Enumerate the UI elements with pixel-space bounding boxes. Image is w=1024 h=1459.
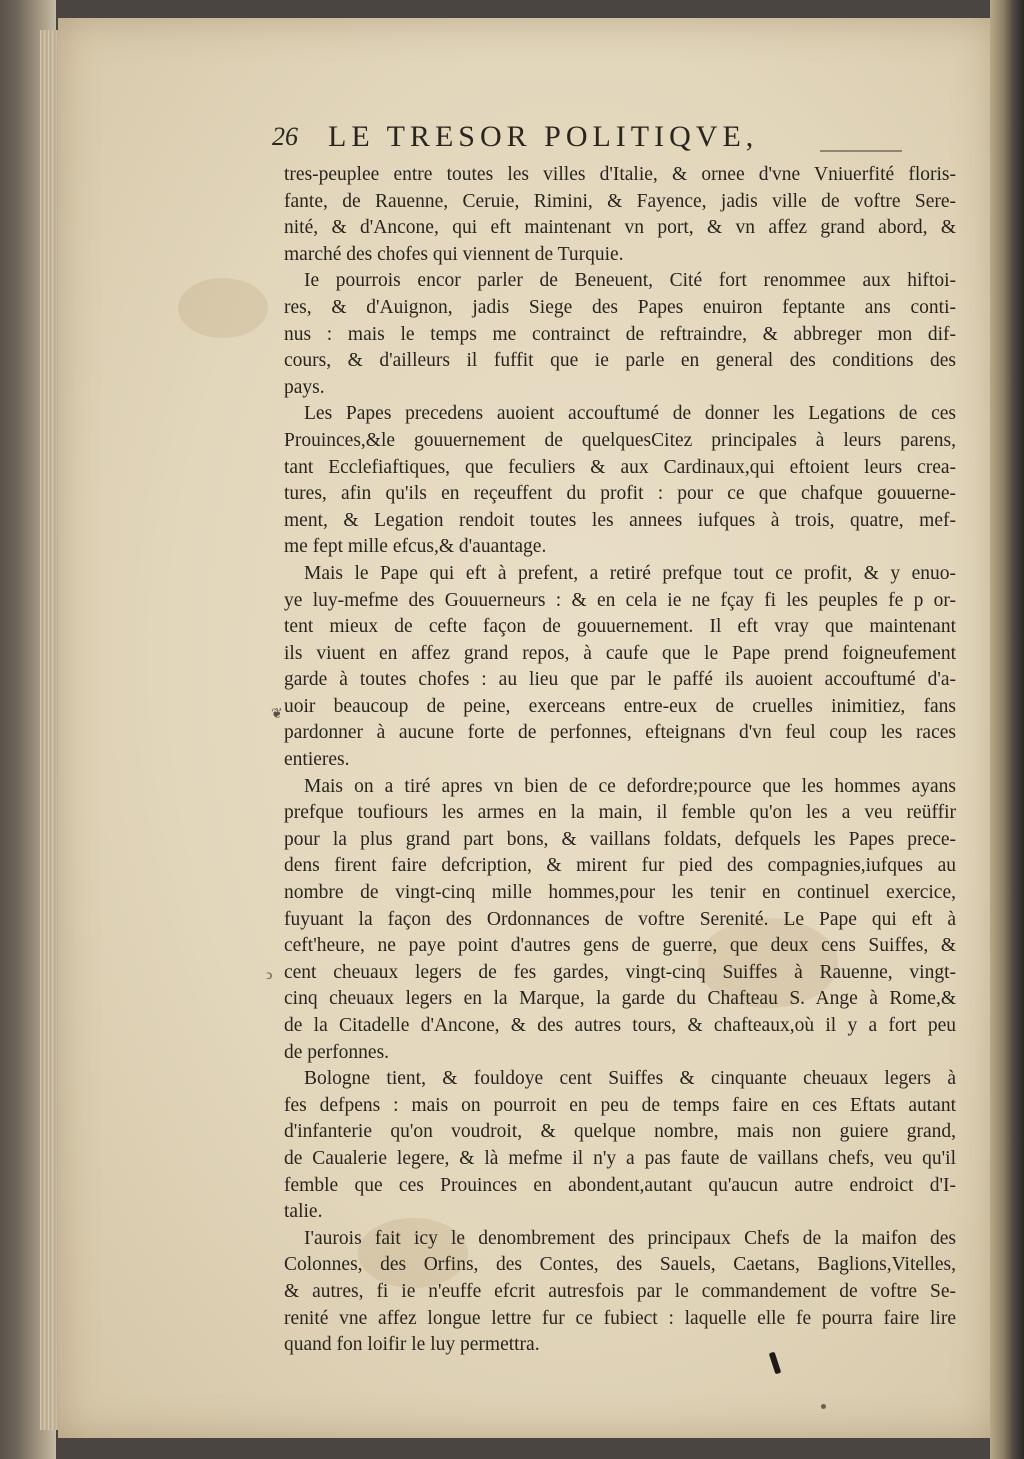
text-line: fuyuant la façon des Ordonnances de voftre Serenité. Le Pape qui eft à: [284, 908, 956, 930]
text-line: tures, afin qu'ils en reçeuffent du profit : pour ce que chafque gouuerne-: [284, 483, 956, 505]
page-body-text: [284, 162, 956, 1359]
text-line: cours, & d'ailleurs il fuffit que ie parle en general des conditions des: [284, 350, 956, 372]
text-line: ils viuent en affez grand repos, à caufe que le Pape prend foigneufement: [284, 642, 956, 664]
text-line: Prouinces,&le gouuernement de quelquesCitez principales à leurs parens,: [284, 429, 956, 451]
text-line: de Caualerie legere, & là mefme il n'y a pas faute de vaillans chefs, veu qu'il: [284, 1147, 956, 1169]
text-line: & autres, fi ie n'euffe efcrit autresfois par le commandement de voftre Se-: [284, 1280, 956, 1302]
text-line: d'infanterie qu'on voudroit, & quelque nombre, mais non guiere grand,: [284, 1121, 956, 1143]
text-line: Bologne tient, & fouldoye cent Suiffes & cinquante cheuaux legers à: [304, 1068, 956, 1090]
text-line: tent mieux de cefte façon de gouuernement. Il eft vray que maintenant: [284, 616, 956, 638]
text-line: fes defpens : mais on pourroit en peu de temps faire en ces Eftats autant: [284, 1094, 956, 1116]
text-line: Mais on a tiré apres vn bien de ce defordre;pource que les hommes ayans: [304, 775, 956, 797]
text-line: nité, & d'Ancone, qui eft maintenant vn port, & vn affez grand abord, &: [284, 217, 956, 239]
header-rule: [820, 150, 902, 152]
text-line: ye luy-mefme des Gouuerneurs : & en cela ie ne fçay fi les peuples fe p or-: [284, 589, 956, 611]
page-header: [272, 118, 932, 158]
page-number: 26: [272, 122, 298, 151]
margin-mark: ↄ: [266, 968, 273, 983]
text-line: talie.: [284, 1201, 323, 1223]
text-line: cent cheuaux legers de fes gardes, vingt-cinq Suiffes à Rauenne, vingt-: [284, 961, 956, 983]
text-line: de la Citadelle d'Ancone, & des autres tours, & chafteaux,où il y a fort peu: [284, 1015, 956, 1036]
text-line: fante, de Rauenne, Ceruie, Rimini, & Fayence, jadis ville de voftre Sere-: [284, 190, 956, 212]
book-gutter: [990, 0, 1024, 1459]
text-line: garde à toutes chofes : au lieu que par le paffé ils auoient accouftumé d'a-: [284, 669, 956, 691]
foxing-stain: [178, 278, 268, 338]
text-line: cinq cheuaux legers en la Marque, la garde du Chafteau S. Ange à Rome,&: [284, 988, 956, 1010]
text-line: ment, & Legation rendoit toutes les annees iufques à trois, quatre, mef-: [284, 509, 956, 531]
text-line: pardonner à aucune forte de perfonnes, efteignans d'vn feul coup les races: [284, 722, 956, 744]
margin-mark: ❦: [271, 707, 283, 722]
text-line: dens firent faire defcription, & mirent fur pied des compagnies,iufques au: [284, 855, 956, 877]
text-line: me fept mille efcus,& d'auantage.: [284, 536, 547, 558]
text-line: res, & d'Auignon, jadis Siege des Papes enuiron feptante ans conti-: [284, 296, 956, 318]
text-line: de perfonnes.: [284, 1041, 390, 1063]
text-line: renité vne affez longue lettre fur ce fubiect : laquelle elle fe pourra faire lire: [284, 1307, 956, 1329]
text-line: Ie pourrois encor parler de Beneuent, Cité fort renommee aux hiftoi-: [304, 270, 956, 292]
text-line: nombre de vingt-cinq mille hommes,pour les tenir en continuel exercice,: [284, 882, 956, 904]
text-line: marché des chofes qui viennent de Turquie.: [284, 243, 624, 265]
text-line: entieres.: [284, 749, 350, 771]
text-line: I'aurois fait icy le denombrement des principaux Chefs de la maifon des: [304, 1227, 956, 1249]
text-line: Les Papes precedens auoient accouftumé de donner les Legations de ces: [304, 403, 956, 425]
text-line: tres-peuplee entre toutes les villes d'Italie, & ornee d'vne Vniuerfité floris-: [284, 164, 956, 185]
running-title: LE TRESOR POLITIQVE,: [328, 120, 759, 153]
text-line: quand fon loifir le luy permettra.: [284, 1334, 540, 1356]
text-line: pour la plus grand part bons, & vaillans foldats, defquels les Papes prece-: [284, 828, 956, 850]
text-line: tant Ecclefiaftiques, que feculiers & aux Cardinaux,qui eftoient leurs crea-: [284, 456, 956, 478]
text-line: ceft'heure, ne paye point d'autres gens de guerre, que deux cens Suiffes, &: [284, 935, 956, 957]
text-line: nus : mais le temps me contrainct de reftraindre, & abbreger mon dif-: [284, 323, 956, 345]
text-line: prefque toufiours les armes en la main, il femble qu'on les a veu reüffir: [284, 802, 956, 824]
text-line: pays.: [284, 376, 325, 398]
ink-dot: [821, 1404, 826, 1409]
text-line: femble que ces Prouinces en abondent,autant qu'aucun autre endroict d'I-: [284, 1174, 956, 1196]
text-line: Mais le Pape qui eft à prefent, a retiré prefque tout ce profit, & y enuo-: [304, 562, 956, 584]
text-line: Colonnes, des Orfins, des Contes, des Sauels, Caetans, Baglions,Vitelles,: [284, 1254, 956, 1276]
text-line: uoir beaucoup de peine, exerceans entre-eux de cruelles inimitiez, fans: [284, 695, 956, 717]
